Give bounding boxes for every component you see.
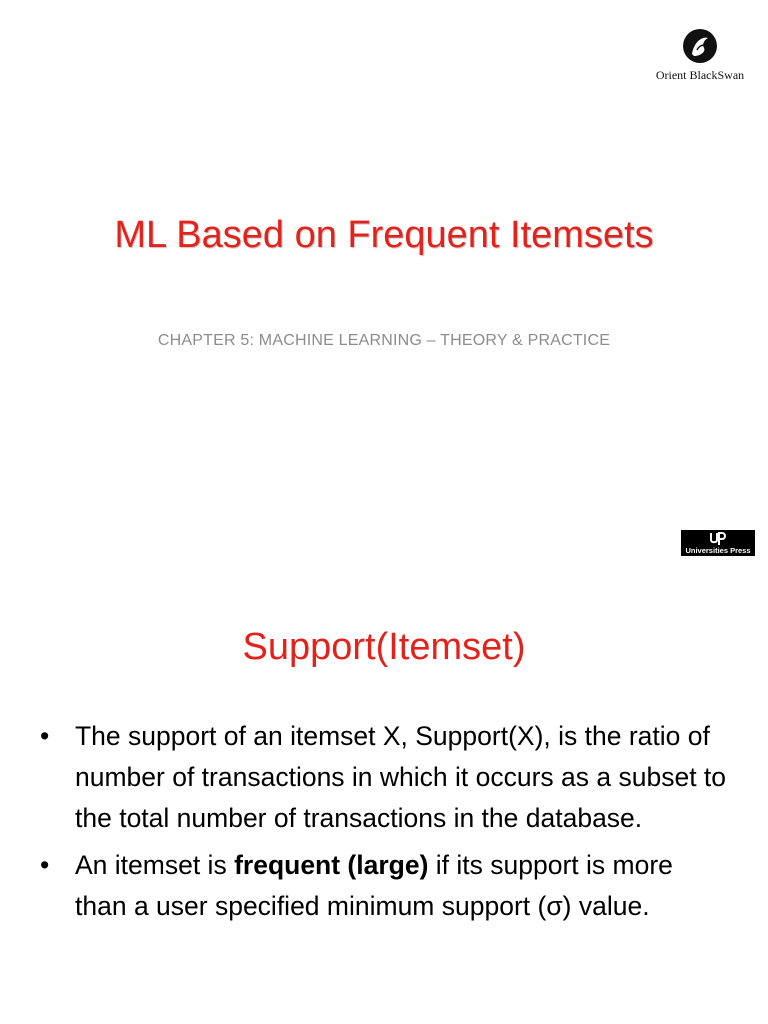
up-logo-icon (709, 532, 727, 546)
swan-logo-icon (680, 24, 720, 68)
content-slide-title: Support(Itemset) (242, 626, 526, 668)
content-slide (0, 576, 768, 1024)
publisher-logo-text: Orient BlackSwan (655, 68, 745, 82)
bullet-text-after: if its support is more than a user specified minimum support (σ) value. (75, 850, 673, 921)
bullet-glyph: • (40, 721, 50, 751)
universities-press-logo (681, 530, 755, 556)
bullet-glyph: • (40, 850, 50, 880)
bullet-item (40, 845, 730, 927)
bullet-bold-term: frequent (large) (234, 850, 429, 880)
slide-title: ML Based on Frequent Itemsets (114, 214, 654, 256)
bullet-text-before: An itemset is (75, 850, 235, 880)
bullet-item (40, 716, 730, 839)
bullet-text: The support of an itemset X, Support(X), is the ratio of number of transactions in which it occurs as a subset to the total number of transactions in the database. (75, 721, 727, 833)
slide-subtitle: CHAPTER 5: MACHINE LEARNING – THEORY & PRACTICE (157, 332, 611, 349)
bullet-list (40, 716, 730, 933)
press-logo-text: Universities Press (685, 546, 751, 555)
